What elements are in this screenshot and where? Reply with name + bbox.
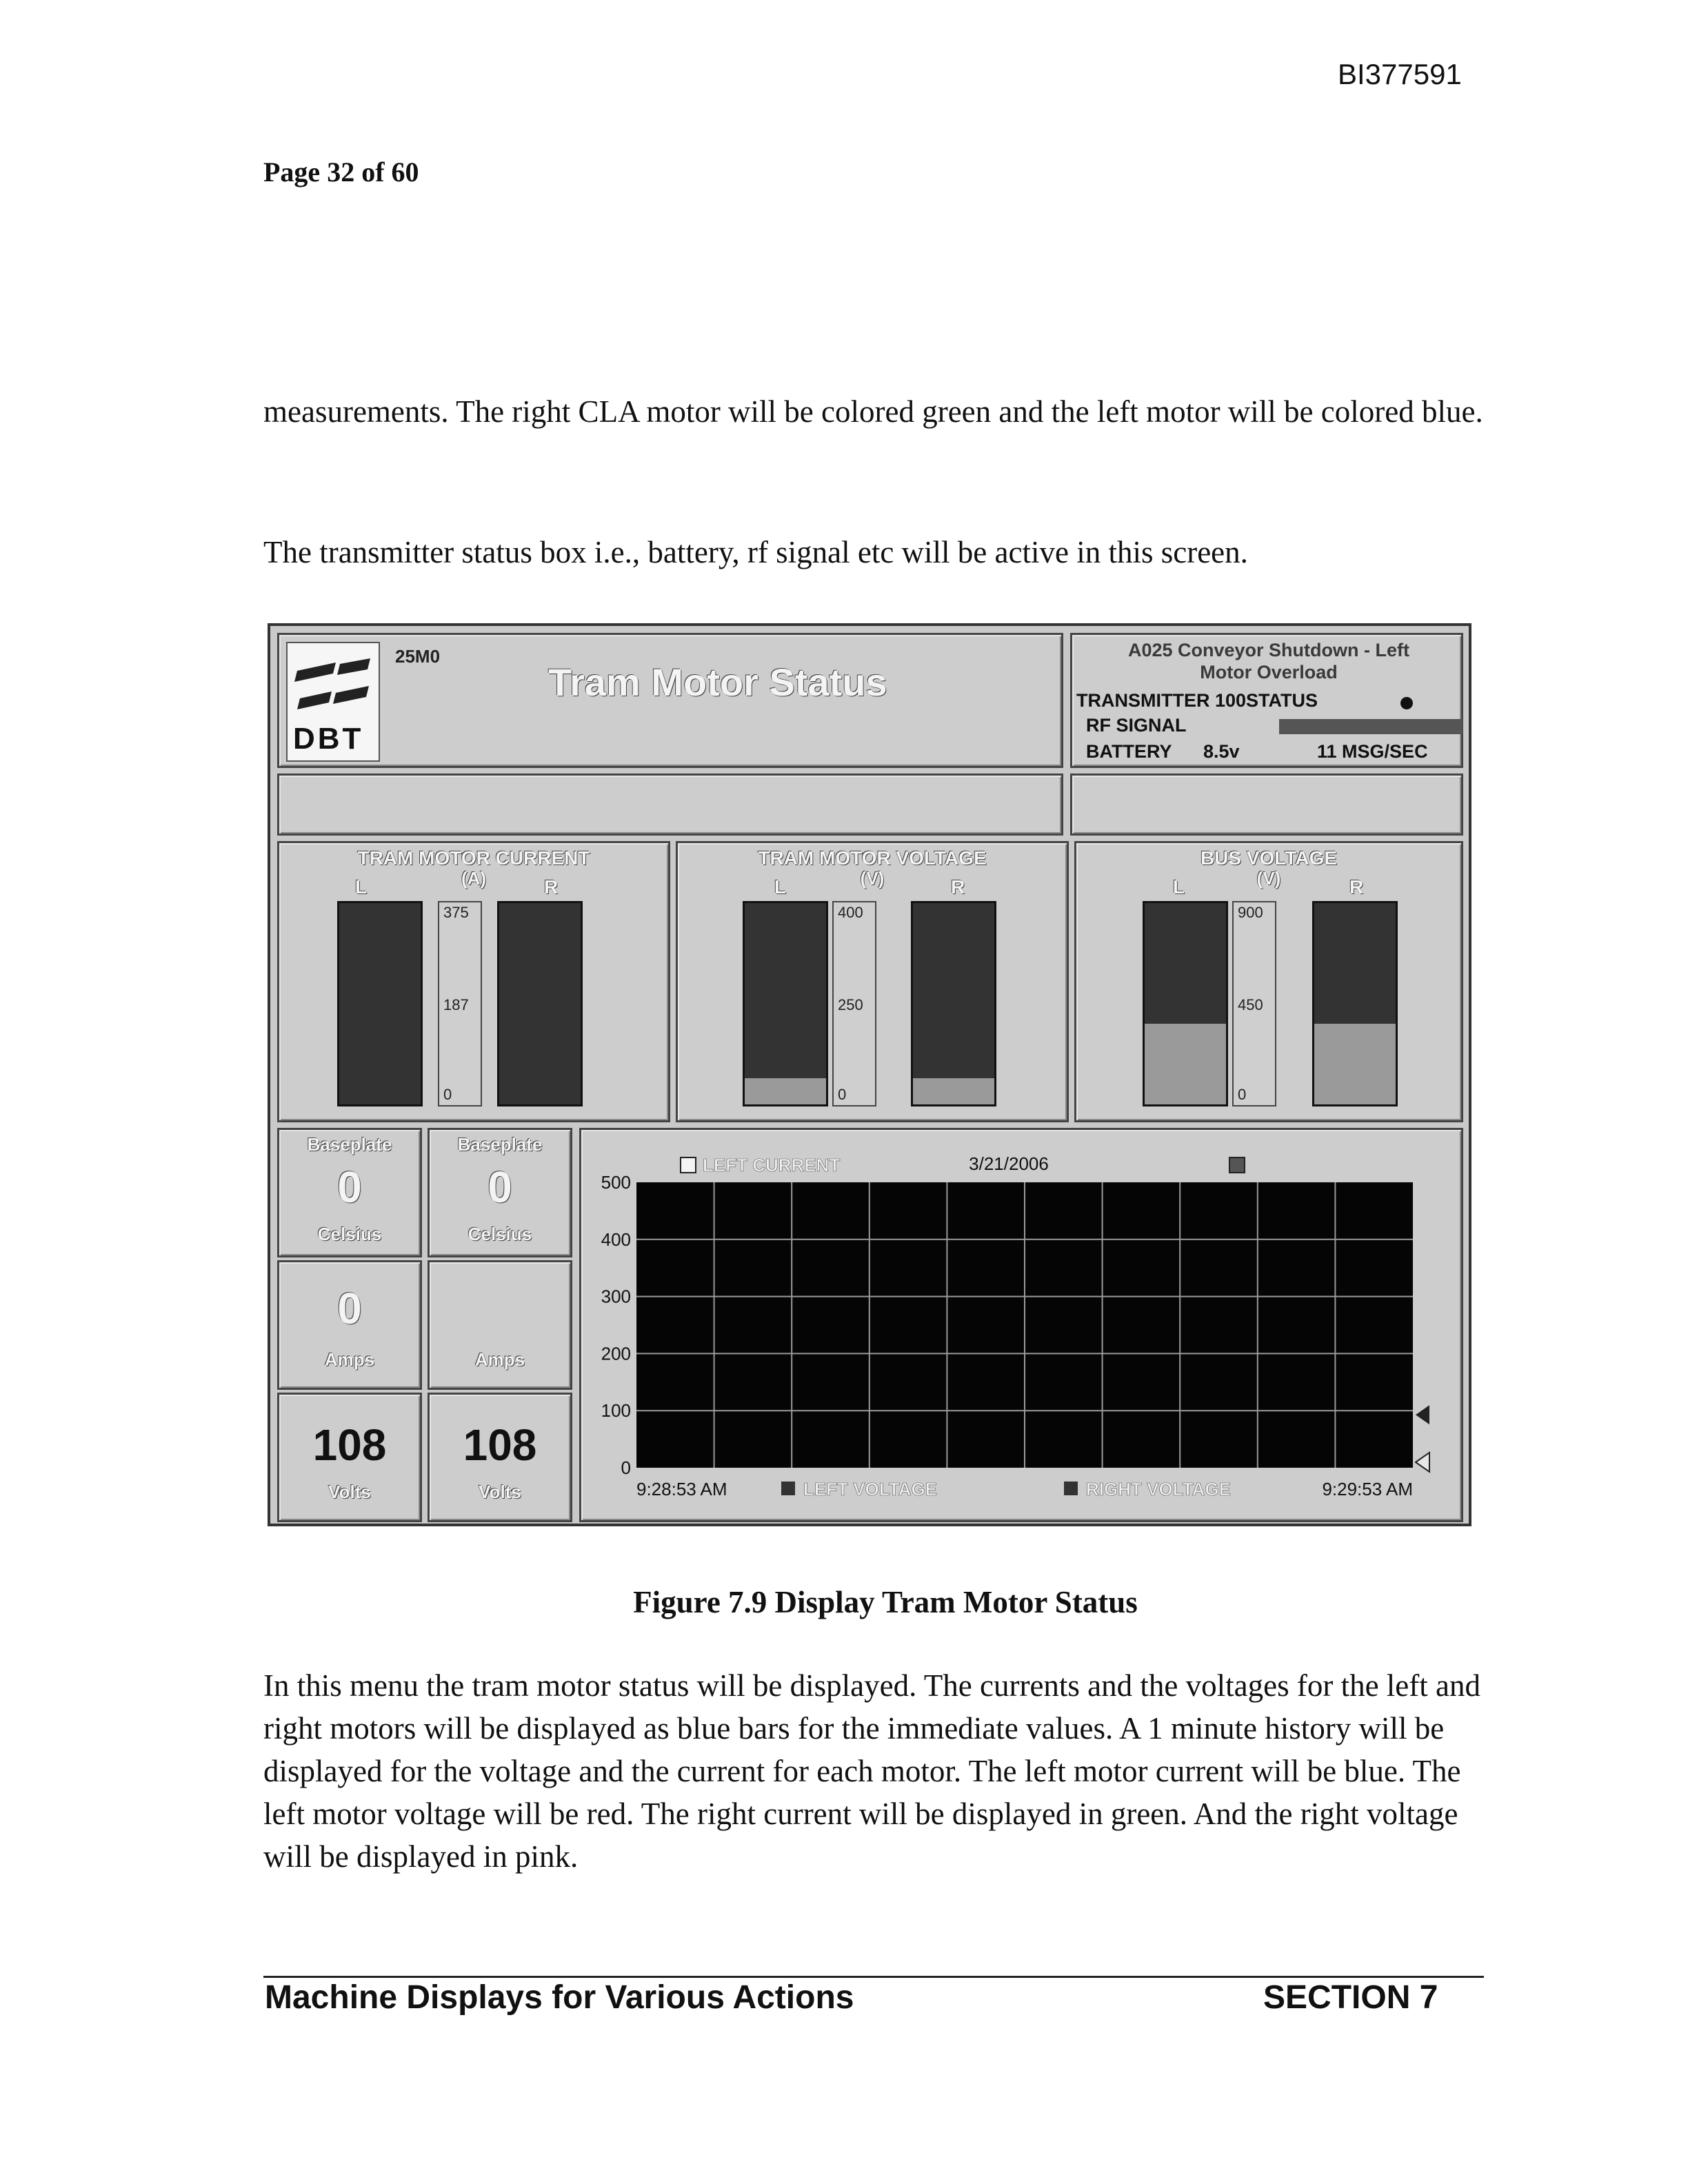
scale-tick: 0: [838, 1086, 847, 1103]
scale-tick: 450: [1238, 996, 1263, 1013]
x-end-label: 9:29:53 AM: [1322, 1479, 1413, 1499]
left-current-legend-icon: [681, 1157, 696, 1173]
transmitter-status-label: TRANSMITTER 100STATUS: [1076, 690, 1318, 711]
gauge-unit: (V): [860, 868, 885, 889]
alarm-message: [1072, 639, 1465, 683]
footer-section: SECTION 7: [1263, 1979, 1438, 2016]
paragraph-transmitter: The transmitter status box i.e., battery, rf signal etc will be active in this screen.: [263, 535, 1248, 569]
left-voltage-bar: [743, 901, 828, 1106]
document-id: BI377591: [1338, 58, 1462, 90]
right-bus-voltage-bar: [1312, 901, 1398, 1106]
alarm-line-2: Motor Overload: [1200, 662, 1338, 682]
right-bus-voltage-fill: [1314, 1024, 1396, 1104]
tile-unit: Volts: [328, 1482, 371, 1502]
scale-tick: 900: [1238, 904, 1263, 921]
left-voltage-fill: [745, 1078, 826, 1104]
gauge-left-label: L: [355, 876, 368, 898]
scale-tick: 400: [838, 904, 863, 921]
screen-header: [277, 633, 1063, 768]
transmitter-status-indicator-icon: [1400, 697, 1413, 709]
tile-unit: Celsius: [317, 1224, 382, 1244]
left-current-bar: [337, 901, 423, 1106]
scale-tick: 0: [1238, 1086, 1247, 1103]
scale-tick: 187: [443, 996, 469, 1013]
screen-title: Tram Motor Status: [548, 660, 887, 704]
gauge-unit: (A): [461, 868, 487, 889]
tile-value: 0: [337, 1162, 362, 1212]
figure-caption: Figure 7.9 Display Tram Motor Status: [633, 1585, 1138, 1619]
tile-unit: Amps: [324, 1349, 375, 1370]
right-voltage-bar: [911, 901, 996, 1106]
history-chart-panel: [579, 1128, 1463, 1522]
baseplate-temp-left-tile: [277, 1128, 422, 1257]
tile-value: 108: [463, 1420, 537, 1470]
gauge-unit: (V): [1256, 868, 1281, 889]
tile-label: Baseplate: [457, 1134, 543, 1155]
tram-motor-voltage-gauge: [676, 841, 1069, 1122]
scale-tick: 375: [443, 904, 469, 921]
tile-unit: Amps: [474, 1349, 525, 1370]
dbt-logo-icon: [288, 643, 379, 726]
tile-value: 0: [488, 1162, 512, 1212]
voltage-scale: [832, 901, 876, 1106]
gauge-title: BUS VOLTAGE: [1200, 847, 1338, 869]
right-voltage-legend-label: RIGHT VOLTAGE: [1086, 1479, 1231, 1499]
tile-label: Baseplate: [307, 1134, 392, 1155]
x-start-label: 9:28:53 AM: [636, 1479, 727, 1499]
scale-tick: 0: [443, 1086, 452, 1103]
tram-motor-current-gauge: [277, 841, 670, 1122]
gauge-title: TRAM MOTOR VOLTAGE: [758, 847, 987, 869]
page-number: Page 32 of 60: [263, 156, 419, 188]
gauge-left-label: L: [774, 876, 787, 898]
gauge-right-label: R: [951, 876, 965, 898]
chart-date: 3/21/2006: [969, 1153, 1049, 1174]
voltage-marker-icon: [1416, 1453, 1429, 1472]
bus-voltage-gauge: [1074, 841, 1463, 1122]
left-bus-voltage-fill: [1145, 1024, 1226, 1104]
left-voltage-legend-label: LEFT VOLTAGE: [803, 1479, 938, 1499]
alarm-line-1: A025 Conveyor Shutdown - Left: [1127, 640, 1410, 660]
gauge-right-label: R: [544, 876, 559, 898]
left-bus-voltage-bar: [1143, 901, 1228, 1106]
status-strip-left: [277, 774, 1063, 836]
rf-signal-label: RF SIGNAL: [1086, 715, 1187, 736]
tile-unit: Celsius: [468, 1224, 532, 1244]
scale-tick: 250: [838, 996, 863, 1013]
tram-motor-status-screen: [268, 623, 1471, 1526]
footer-title: Machine Displays for Various Actions: [265, 1979, 854, 2016]
y-tick-label: 0: [621, 1457, 631, 1478]
footer-rule: [263, 1976, 1484, 1978]
tile-unit: Volts: [479, 1482, 521, 1502]
voltage-left-tile: [277, 1393, 422, 1522]
gauge-title: TRAM MOTOR CURRENT: [357, 847, 590, 869]
battery-value: 8.5v: [1203, 741, 1240, 762]
gauge-left-label: L: [1173, 876, 1185, 898]
y-tick-label: 400: [601, 1228, 631, 1250]
right-voltage-fill: [913, 1078, 994, 1104]
y-tick-label: 200: [601, 1343, 631, 1364]
right-voltage-legend-icon: [1064, 1482, 1078, 1495]
gauge-right-label: R: [1349, 876, 1364, 898]
dbt-logo: [286, 642, 380, 762]
logo-text: DBT: [293, 722, 364, 756]
battery-label: BATTERY: [1086, 741, 1172, 762]
y-tick-label: 300: [601, 1286, 631, 1307]
y-tick-label: 500: [601, 1172, 631, 1193]
bus-voltage-scale: [1232, 901, 1276, 1106]
y-tick-label: 100: [601, 1400, 631, 1422]
current-right-tile: [428, 1260, 572, 1390]
paragraph-intro: measurements. The right CLA motor will be colored green and the left motor will be colored blue.: [263, 394, 1483, 429]
voltage-right-tile: [428, 1393, 572, 1522]
tile-value: 0: [337, 1284, 362, 1333]
left-current-legend-label: LEFT CURRENT: [703, 1155, 841, 1175]
message-rate: 11 MSG/SEC: [1317, 741, 1428, 762]
rf-signal-bar: [1279, 719, 1463, 734]
left-voltage-legend-icon: [781, 1482, 795, 1495]
baseplate-temp-right-tile: [428, 1128, 572, 1257]
machine-code: 25M0: [395, 646, 441, 667]
paragraph-description: In this menu the tram motor status will be displayed. The currents and the voltages for the left and right motors will be displayed as blue bars for the immediate values. A 1 minute history will be displayed for the voltage and the current for each motor. The left motor current will be blue. The left motor voltage will be red. The right current will be displayed in green. And the right voltage will be displayed in pink.: [263, 1668, 1480, 1874]
current-left-tile: [277, 1260, 422, 1390]
right-current-bar: [497, 901, 583, 1106]
tile-value: 108: [312, 1420, 387, 1470]
transmitter-status-box: [1070, 633, 1463, 768]
current-scale: [438, 901, 482, 1106]
status-strip-right: [1070, 774, 1463, 836]
right-current-legend-icon: [1229, 1157, 1245, 1173]
current-marker-icon: [1416, 1405, 1429, 1424]
history-chart: [581, 1130, 1461, 1520]
